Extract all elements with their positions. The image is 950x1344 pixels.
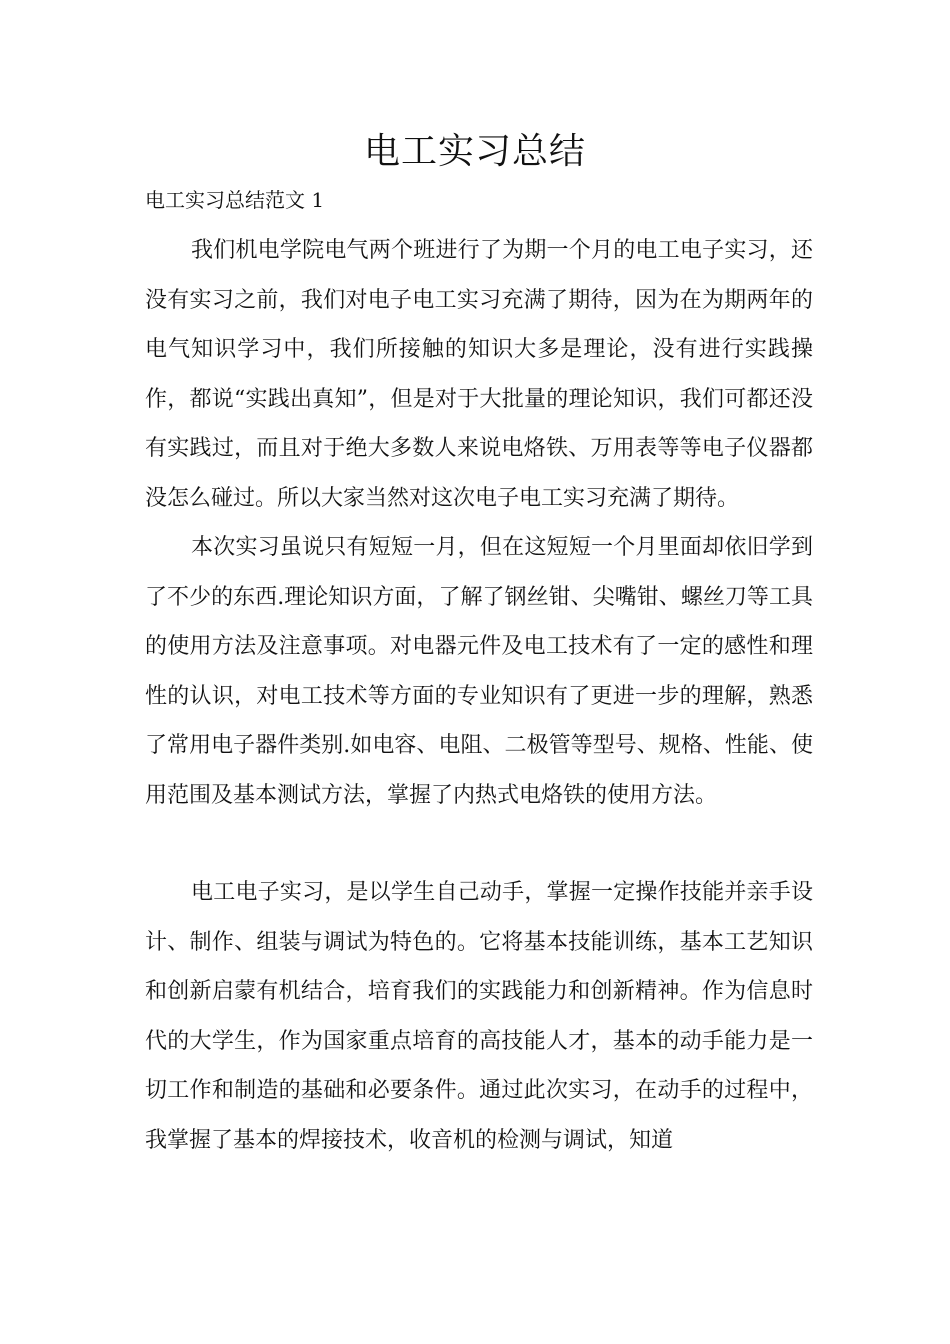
paragraph-2: 本次实习虽说只有短短一月，但在这短短一个月里面却依旧学到了不少的东西.理论知识方面，了解了钢丝钳、尖嘴钳、螺丝刀等工具的使用方法及注意事项。对电器元件及电工技术有了一定的感性和理性的认识，对电工技术等方面的专业知识有了更进一步的理解，熟悉了常用电子器件类别.如电容、电阻、二极管等型号、规格、性能、使用范围及基本测试方法，掌握了内热式电烙铁的使用方法。 [145, 535, 813, 808]
document-title: 电工实习总结 [363, 131, 586, 172]
paragraph-3: 电工电子实习，是以学生自己动手，掌握一定操作技能并亲手设计、制作、组装与调试为特色的。它将基本技能训练，基本工艺知识和创新启蒙有机结合，培育我们的实践能力和创新精神。作为信息时代的大学生，作为国家重点培育的高技能人才，基本的动手能力是一切工作和制造的基础和必要条件。通过此次实习，在动手的过程中，我掌握了基本的焊接技术，收音机的检测与调试，知道 [145, 880, 813, 1153]
document-body [145, 226, 813, 1165]
paragraph-1: 我们机电学院电气两个班进行了为期一个月的电工电子实习，还没有实习之前，我们对电子电工实习充满了期待，因为在为期两年的电气知识学习中，我们所接触的知识大多是理论，没有进行实践操作，都说“实践出真知”，但是对于大批量的理论知识，我们可都还没有实践过，而且对于绝大多数人来说电烙铁、万用表等等电子仪器都没怎么碰过。所以大家当然对这次电子电工实习充满了期待。 [145, 238, 813, 511]
document-subtitle: 电工实习总结范文 1 [145, 188, 325, 212]
